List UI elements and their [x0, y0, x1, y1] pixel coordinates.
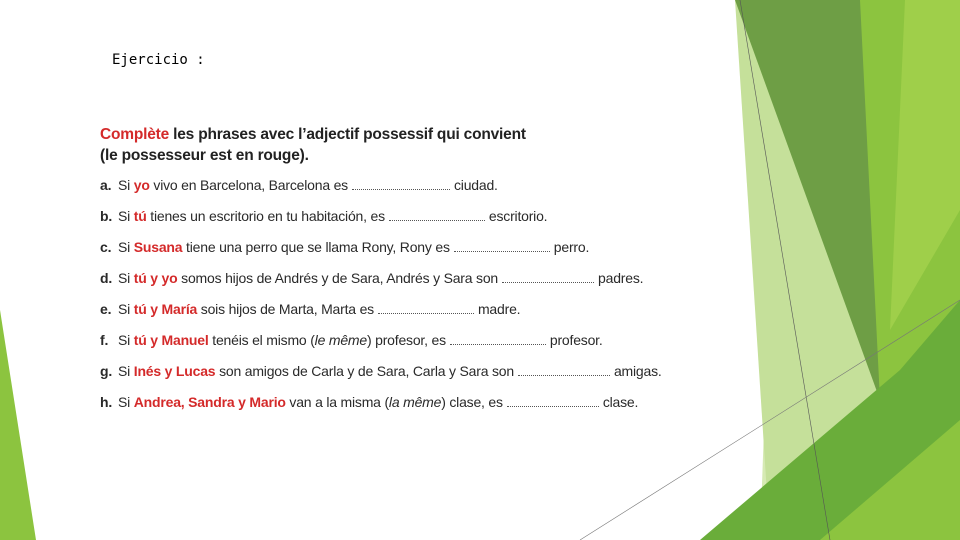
item-text: somos hijos de Andrés y de Sara, Andrés y Sara son: [177, 270, 499, 286]
answer-blank: [507, 396, 599, 407]
answer-blank: [378, 303, 474, 314]
item-letter: b.: [100, 208, 113, 224]
slide-title: Ejercicio :: [112, 52, 205, 68]
exercise-item-b: [100, 208, 547, 224]
item-subject: tú y yo: [133, 270, 178, 286]
answer-blank: [518, 365, 610, 376]
exercise-item-a: [100, 177, 498, 193]
item-letter: a.: [100, 177, 112, 193]
item-text: van a la misma (: [285, 394, 389, 410]
item-letter: h.: [100, 394, 113, 410]
item-pre: Si: [118, 301, 134, 317]
item-pre: Si: [118, 363, 134, 379]
item-ending: ciudad.: [453, 177, 498, 193]
item-subject: Susana: [133, 239, 183, 255]
item-pre: Si: [118, 270, 134, 286]
exercise-item-d: [100, 270, 643, 286]
item-text: tienes un escritorio en tu habitación, es: [146, 208, 385, 224]
item-subject: tú y María: [133, 301, 198, 317]
answer-blank: [389, 210, 485, 221]
item-text: tiene una perro que se llama Rony, Rony es: [182, 239, 450, 255]
item-ending: madre.: [477, 301, 521, 317]
item-text: ) clase, es: [441, 394, 503, 410]
item-subject: tú y Manuel: [133, 332, 209, 348]
exercise-instructions: [100, 124, 620, 166]
item-ending: perro.: [553, 239, 590, 255]
exercise-item-h: [100, 394, 638, 410]
item-subject: Inés y Lucas: [133, 363, 216, 379]
item-text: son amigos de Carla y de Sara, Carla y Sara son: [215, 363, 514, 379]
item-text: sois hijos de Marta, Marta es: [197, 301, 374, 317]
left-green-sliver: [0, 310, 36, 540]
exercise-item-f: [100, 332, 603, 348]
item-text: vivo en Barcelona, Barcelona es: [149, 177, 348, 193]
item-ending: padres.: [598, 270, 644, 286]
item-pre: Si: [118, 208, 134, 224]
item-letter: e.: [100, 301, 112, 317]
instruction-text-line2: (le possesseur est en rouge).: [100, 147, 309, 164]
item-text: tenéis el mismo (: [208, 332, 315, 348]
answer-blank: [450, 334, 546, 345]
exercise-item-e: [100, 301, 520, 317]
item-italic-text: le même: [314, 332, 367, 348]
item-pre: Si: [118, 332, 134, 348]
instruction-text-line1: les phrases avec l’adjectif possessif qui convient: [169, 126, 526, 143]
item-ending: escritorio.: [488, 208, 548, 224]
exercise-item-c: [100, 239, 589, 255]
exercise-image: [96, 118, 702, 424]
item-letter: d.: [100, 270, 113, 286]
item-pre: Si: [118, 239, 134, 255]
item-letter: c.: [100, 239, 112, 255]
item-pre: Si: [118, 394, 134, 410]
item-text: ) profesor, es: [366, 332, 446, 348]
item-ending: clase.: [602, 394, 639, 410]
item-pre: Si: [118, 177, 134, 193]
item-subject: Andrea, Sandra y Mario: [133, 394, 286, 410]
answer-blank: [502, 272, 594, 283]
item-letter: g.: [100, 363, 113, 379]
item-ending: amigas.: [613, 363, 662, 379]
item-letter: f.: [100, 332, 109, 348]
item-subject: tú: [133, 208, 147, 224]
answer-blank: [352, 179, 450, 190]
answer-blank: [454, 241, 550, 252]
exercise-item-g: [100, 363, 662, 379]
item-subject: yo: [133, 177, 150, 193]
item-ending: profesor.: [549, 332, 603, 348]
item-italic-text: la même: [388, 394, 442, 410]
instruction-highlight: Complète: [100, 126, 170, 143]
